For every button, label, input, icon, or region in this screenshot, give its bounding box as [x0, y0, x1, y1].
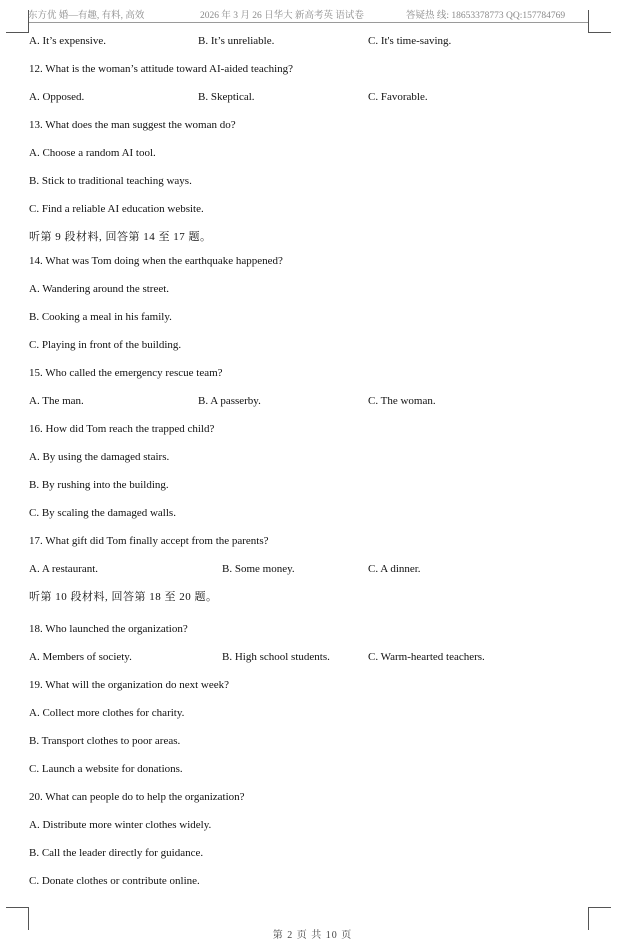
question-20 — [0, 788, 625, 806]
section-heading-10 — [0, 588, 625, 606]
option-c: C. A dinner. — [368, 563, 421, 575]
q12-options — [0, 88, 625, 106]
q16-option-a — [0, 448, 625, 466]
question-text: 17. What gift did Tom finally accept from the parents? — [29, 535, 269, 547]
option-a: A. Distribute more winter clothes widely. — [29, 819, 212, 831]
question-text: 13. What does the man suggest the woman do? — [29, 119, 236, 131]
q18-options — [0, 648, 625, 666]
option-a: A. A restaurant. — [29, 563, 99, 575]
header-center-text: 2026 年 3 月 26 日华大 新高考英 语试卷 — [200, 11, 364, 21]
page-number: 第 2 页 共 10 页 — [272, 930, 353, 941]
option-b: B. Cooking a meal in his family. — [29, 311, 172, 323]
option-c: C. The woman. — [368, 395, 436, 407]
q19-option-a — [0, 704, 625, 722]
section-text: 听第 10 段材料, 回答第 18 至 20 题。 — [29, 591, 218, 603]
question-text: 16. How did Tom reach the trapped child? — [29, 423, 215, 435]
q17-options — [0, 560, 625, 578]
option-b: B. A passerby. — [198, 395, 261, 407]
option-c: C. By scaling the damaged walls. — [29, 507, 176, 519]
q11-options — [0, 32, 625, 50]
page-header — [28, 7, 588, 23]
q20-option-a — [0, 816, 625, 834]
option-a: A. The man. — [29, 395, 84, 407]
option-c: C. It's time-saving. — [368, 35, 452, 47]
q13-option-c — [0, 200, 625, 218]
option-a: A. Collect more clothes for charity. — [29, 707, 185, 719]
q15-options — [0, 392, 625, 410]
option-c: C. Playing in front of the building. — [29, 339, 182, 351]
option-c: C. Launch a website for donations. — [29, 763, 183, 775]
question-text: 12. What is the woman’s attitude toward AI-aided teaching? — [29, 63, 294, 75]
q19-option-c — [0, 760, 625, 778]
option-b: B. Some money. — [222, 563, 295, 575]
option-a: A. Wandering around the street. — [29, 283, 170, 295]
option-a: A. Members of society. — [29, 651, 132, 663]
option-c: C. Find a reliable AI education website. — [29, 203, 204, 215]
option-b: B. It’s unreliable. — [198, 35, 275, 47]
header-left-text: 东方优 婚—有趣, 有料, 高效 — [28, 11, 145, 21]
q19-option-b — [0, 732, 625, 750]
question-19 — [0, 676, 625, 694]
option-a: A. Opposed. — [29, 91, 85, 103]
q20-option-b — [0, 844, 625, 862]
section-text: 听第 9 段材料, 回答第 14 至 17 题。 — [29, 231, 212, 243]
question-16 — [0, 420, 625, 438]
option-c: C. Donate clothes or contribute online. — [29, 875, 200, 887]
option-c: C. Warm-hearted teachers. — [368, 651, 485, 663]
question-text: 19. What will the organization do next week? — [29, 679, 229, 691]
question-15 — [0, 364, 625, 382]
option-b: B. High school students. — [222, 651, 330, 663]
option-b: B. Skeptical. — [198, 91, 255, 103]
header-divider — [28, 22, 588, 23]
option-a: A. It’s expensive. — [29, 35, 106, 47]
question-text: 15. Who called the emergency rescue team? — [29, 367, 223, 379]
option-b: B. Call the leader directly for guidance. — [29, 847, 204, 859]
option-a: A. By using the damaged stairs. — [29, 451, 170, 463]
q16-option-c — [0, 504, 625, 522]
option-b: B. Transport clothes to poor areas. — [29, 735, 181, 747]
question-13 — [0, 116, 625, 134]
question-14 — [0, 252, 625, 270]
section-heading-9 — [0, 228, 625, 246]
q13-option-a — [0, 144, 625, 162]
crop-mark-top-left — [6, 10, 29, 33]
q16-option-b — [0, 476, 625, 494]
crop-mark-top-right — [588, 10, 611, 33]
option-c: C. Favorable. — [368, 91, 428, 103]
q14-option-c — [0, 336, 625, 354]
question-18 — [0, 620, 625, 638]
option-b: B. Stick to traditional teaching ways. — [29, 175, 192, 187]
question-12 — [0, 60, 625, 78]
q13-option-b — [0, 172, 625, 190]
q14-option-b — [0, 308, 625, 326]
option-b: B. By rushing into the building. — [29, 479, 169, 491]
header-right-text: 答疑热 线: 18653378773 QQ:157784769 — [406, 11, 566, 21]
question-text: 14. What was Tom doing when the earthquake happened? — [29, 255, 283, 267]
question-text: 20. What can people do to help the organization? — [29, 791, 245, 803]
q20-option-c — [0, 872, 625, 890]
q14-option-a — [0, 280, 625, 298]
question-text: 18. Who launched the organization? — [29, 623, 188, 635]
question-17 — [0, 532, 625, 550]
option-a: A. Choose a random AI tool. — [29, 147, 156, 159]
